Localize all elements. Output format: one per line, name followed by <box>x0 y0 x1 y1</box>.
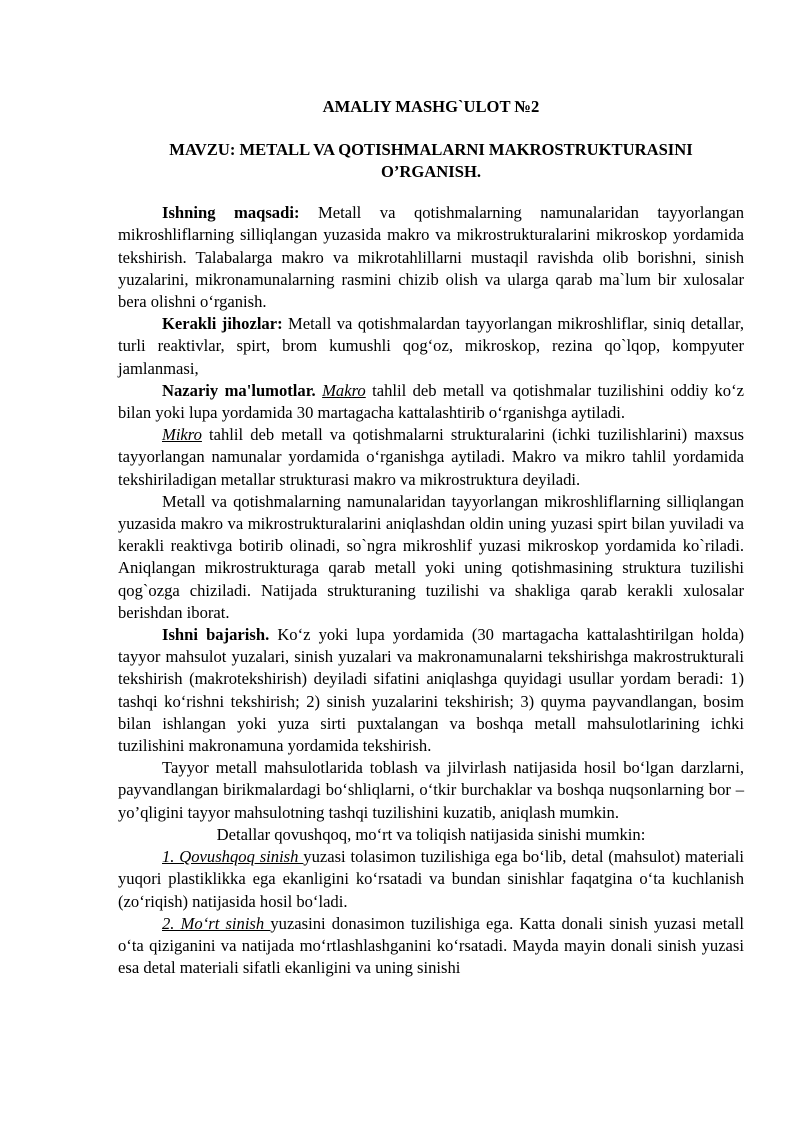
paragraph-ductile-fracture <box>118 846 744 913</box>
term-ductile-fracture: 1. Qovushqoq sinish <box>162 847 304 867</box>
paragraph-theory <box>118 380 744 424</box>
ductile-fracture-text: yuzasi tolasimon tuzilishiga ega bo‘lib, detal (mahsulot) materiali yuqori plastiklikka ega ekanligini ko‘rsatadi va bundan sinishlar faqatgina o‘ta kuchlanish (zo‘riqish) natijasida hosil bo‘ladi. <box>118 847 744 911</box>
paragraph-equipment <box>118 313 744 380</box>
theory-text: tahlil deb metall va qotishmalar tuzilishini oddiy ko‘z bilan yoki lupa yordamida 30 martagacha kattalashtirib o‘rganishga aytiladi. <box>118 380 744 423</box>
document-body <box>118 202 744 979</box>
paragraph-execution <box>118 624 744 757</box>
execution-text: Ko‘z yoki lupa yordamida (30 martagacha kattalashtirilgan holda) tayyor mahsulot yuzalari, sinish yuzalari va makronamunalarni tekshirishga makrostrukturali tekshirish (makrotekshirish) deyiladi sifatini aniqlashga quyidagi usullar yordam beradi: 1) tashqi ko‘rishni tekshirish; 2) sinish yuzalarini tekshirish; 3) quyma payvandlangan, bosim bilan ishlangan yoki yuza sirti puxtalangan va boshqa metall mahsulotlarining ichki tuzilishini makronamuna yordamida tekshirish. <box>118 625 744 756</box>
paragraph-procedure: Metall va qotishmalarning namunalaridan tayyorlangan mikroshliflarning silliqlangan yuzasida makro va mikrostrukturalarini aniqlashdan oldin uning yuzasi spirt bilan yuviladi va kerakli reaktivga botirib olinadi, so`ngra mikroshlif yuzasi mikroskop yordamida ko`riladi. Aniqlangan mikrostrukturaga qarab metall yoki uning qotishmasining struktura tuzilishi qog`ozga chiziladi. Natijada strukturaning tuzilishi va shakliga qarab kerakli xulosalar berishdan iborat. <box>118 491 744 622</box>
document-page <box>118 96 744 979</box>
purpose-heading: Ishning maqsadi: <box>162 203 300 223</box>
mikro-text: tahlil deb metall va qotishmalarni strukturalarini (ichki tuzilishlarini) maxsus tayyorlangan namunalar yordamida o‘rganishga aytiladi. Makro va mikro tahlil yordamida tekshiriladigan metallar strukturasi makro va mikrostruktura deyiladi. <box>118 425 744 489</box>
execution-heading: Ishni bajarish. <box>162 625 270 645</box>
term-brittle-fracture: 2. Mo‘rt sinish <box>162 913 271 933</box>
equipment-heading: Kerakli jihozlar: <box>162 314 283 334</box>
document-subject: MAVZU: METALL VA QOTISHMALARNI MAKROSTRUKTURASINI O’RGANISH. <box>169 140 693 182</box>
paragraph-brittle-fracture <box>118 913 744 980</box>
document-title: AMALIY MASHG`ULOT №2 <box>322 97 540 116</box>
paragraph-defects: Tayyor metall mahsulotlarida toblash va jilvirlash natijasida hosil bo‘lgan darzlarni, payvandlangan birikmalardagi bo‘shliqlarni, o‘tkir burchaklar va boshqa nuqsonlarning bor – yo’qligini tayyor mahsulotning tashqi tuzilishini kuzatib, aniqlash mumkin. <box>118 758 744 822</box>
paragraph-fracture-types: Detallar qovushqoq, mo‘rt va toliqish natijasida sinishi mumkin: <box>216 824 646 844</box>
equipment-text: Metall va qotishmalardan tayyorlangan mikroshliflar, siniq detallar, turli reaktivlar, spirt, brom kumushli qog‘oz, mikroskop, rezina qo`lqop, kompyuter jamlanmasi, <box>118 314 744 378</box>
purpose-text: Metall va qotishmalarning namunalaridan tayyorlangan mikroshliflarning silliqlangan yuzasida makro va mikrostrukturalarini mikroskop yordamida tekshirish. Talabalarga makro va mikrotahlillarni mustaqil ravishda olib borishni, sinish yuzalarini, mikronamunalarning rasmini chizib olish va ularga qarab ma`lum bir xulosalar bera olishni o‘rganish. <box>118 203 745 312</box>
paragraph-mikro <box>118 424 744 491</box>
brittle-fracture-text: yuzasini donasimon tuzilishiga ega. Katta donali sinish yuzasi metall o‘ta qiziganini va natijada mo‘rtlashlashganini ko‘rsatadi. Mayda mayin donali sinish yuzasi esa detal materiali sifatli ekanligini va uning sinishi <box>118 913 744 978</box>
theory-heading: Nazariy ma'lumotlar. <box>162 380 316 400</box>
term-makro: Makro <box>322 380 366 400</box>
paragraph-purpose <box>118 202 744 313</box>
term-mikro: Mikro <box>162 425 202 445</box>
